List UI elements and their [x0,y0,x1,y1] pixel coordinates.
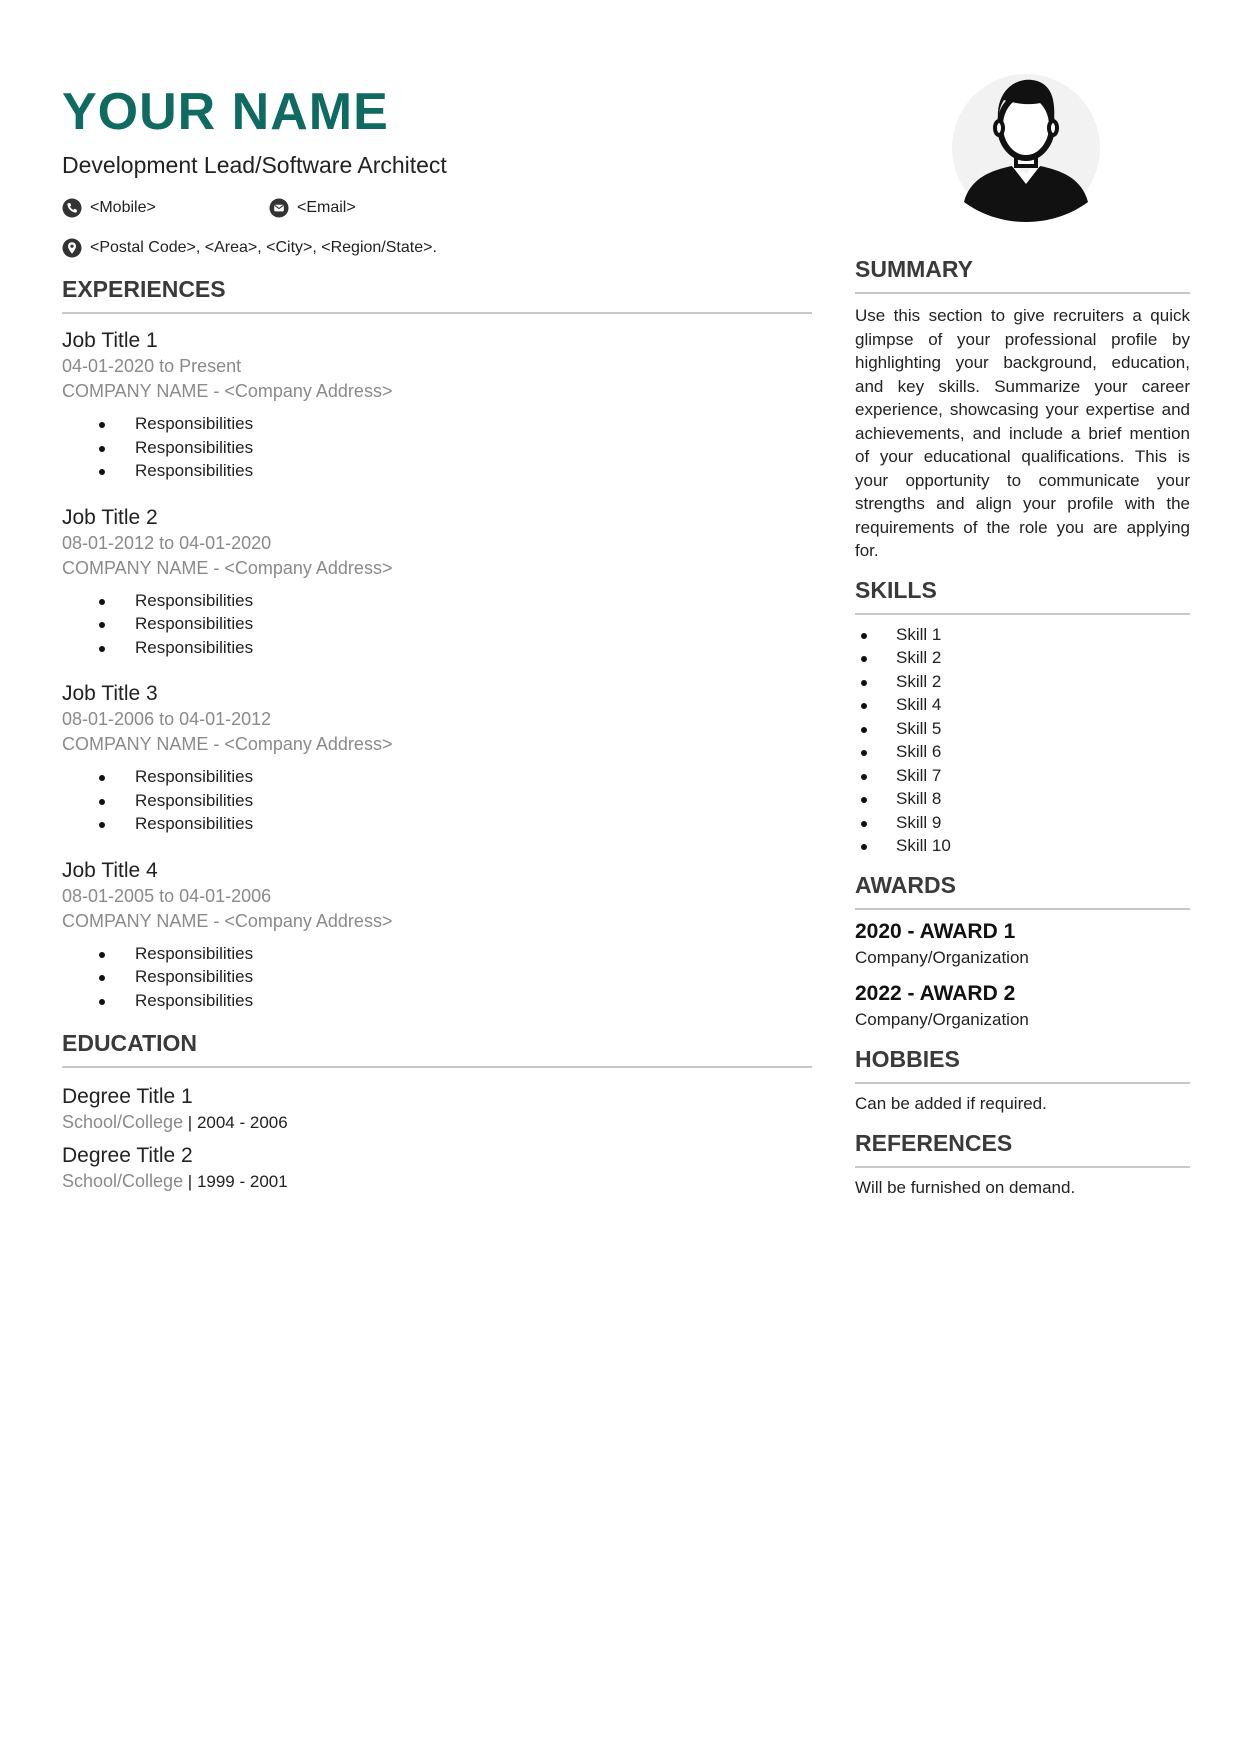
list-item: Skill 9 [855,811,1190,835]
degree-years: | 2004 - 2006 [183,1113,288,1132]
section-divider [855,908,1190,910]
skills-heading: SKILLS [855,576,937,603]
award-entry [855,918,1190,970]
degree-entry [62,1084,812,1135]
list-item: Responsibilities [62,765,812,789]
list-item: Skill 5 [855,717,1190,741]
job-dates: 08-01-2006 to 04-01-2012 [62,709,272,729]
degree-years: | 1999 - 2001 [183,1172,288,1191]
job-entry [62,681,812,836]
section-divider [62,1066,812,1068]
responsibilities-list [62,765,812,836]
education-heading: EDUCATION [62,1030,198,1056]
list-item: Responsibilities [62,612,812,636]
email-text: <Email> [297,199,356,216]
education-section [62,1028,812,1194]
list-item: Responsibilities [62,412,812,436]
list-item: Skill 2 [855,646,1190,670]
degree-school: School/College [62,1171,184,1191]
list-item: Responsibilities [62,942,812,966]
list-item: Responsibilities [62,989,812,1013]
hobbies-section [855,1044,1190,1116]
section-divider [855,292,1190,294]
job-company: COMPANY NAME - <Company Address> [62,734,393,754]
job-entry [62,505,812,660]
list-item: Responsibilities [62,636,812,660]
section-divider [62,312,812,314]
responsibilities-list [62,412,812,483]
mobile-contact [62,198,156,218]
list-item: Skill 1 [855,623,1190,647]
location-pin-icon [62,238,82,258]
list-item: Skill 8 [855,787,1190,811]
job-company: COMPANY NAME - <Company Address> [62,910,393,931]
section-divider [855,613,1190,615]
job-company: COMPANY NAME - <Company Address> [62,381,393,401]
job-dates: 08-01-2012 to 04-01-2020 [62,532,272,553]
list-item: Skill 4 [855,693,1190,717]
left-column [62,82,812,1194]
degree-meta [62,1110,812,1135]
job-title: Job Title 2 [62,505,158,529]
summary-section [855,254,1190,563]
avatar-icon [952,74,1100,222]
awards-section [855,870,1190,1032]
list-item: Responsibilities [62,789,812,813]
skills-section [855,575,1190,858]
job-title: Job Title 3 [62,682,158,705]
references-text: Will be furnished on demand. [855,1177,1076,1197]
list-item: Responsibilities [62,459,812,483]
list-item: Responsibilities [62,965,812,989]
email-icon [269,198,289,218]
references-section [855,1128,1190,1200]
list-item: Responsibilities [62,589,812,613]
phone-icon [62,198,82,218]
list-item: Skill 7 [855,764,1190,788]
award-title: 2020 - AWARD 1 [855,919,1016,943]
degree-school: School/College [62,1112,184,1132]
job-title: Job Title 4 [62,858,158,882]
job-entry [62,858,812,1013]
responsibilities-list [62,942,812,1013]
list-item: Skill 10 [855,834,1190,858]
hobbies-heading: HOBBIES [855,1045,960,1072]
candidate-name: YOUR NAME [62,83,389,141]
contact-row [62,196,812,220]
job-title: Job Title 1 [62,329,158,352]
job-dates: 08-01-2005 to 04-01-2006 [62,885,272,906]
degree-title: Degree Title 1 [62,1085,193,1108]
skills-list [855,623,1190,858]
address-text: <Postal Code>, <Area>, <City>, <Region/State>. [90,239,437,256]
job-entry [62,328,812,483]
job-company: COMPANY NAME - <Company Address> [62,557,393,578]
candidate-role: Development Lead/Software Architect [62,152,447,178]
experiences-heading: EXPERIENCES [62,276,226,302]
award-title: 2022 - AWARD 2 [855,981,1016,1005]
right-body [855,254,1190,1200]
degree-entry [62,1143,812,1194]
degree-meta [62,1169,812,1194]
mobile-text: <Mobile> [90,199,156,216]
award-org: Company/Organization [855,947,1029,967]
summary-heading: SUMMARY [855,256,973,282]
responsibilities-list [62,589,812,660]
email-contact [269,198,356,218]
list-item: Skill 6 [855,740,1190,764]
list-item: Responsibilities [62,436,812,460]
list-item: Skill 2 [855,670,1190,694]
degree-title: Degree Title 2 [62,1144,193,1167]
job-dates: 04-01-2020 to Present [62,356,242,376]
address-row [62,236,812,260]
list-item: Responsibilities [62,812,812,836]
summary-text: Use this section to give recruiters a quick glimpse of your professional profile by highlighting your background, education, and key skills. Summarize your career experience, showcasing your expertise and achievements, and include a brief mention of your educational qualifications. This is your opportunity to communicate your strengths and align your profile with the requirements of the role you are applying for. [855,306,1190,560]
references-heading: REFERENCES [855,1129,1013,1156]
award-entry [855,980,1190,1032]
section-divider [855,1082,1190,1084]
award-org: Company/Organization [855,1009,1029,1029]
experiences-section [62,274,812,1012]
hobbies-text: Can be added if required. [855,1093,1047,1113]
awards-heading: AWARDS [855,871,956,898]
section-divider [855,1166,1190,1168]
